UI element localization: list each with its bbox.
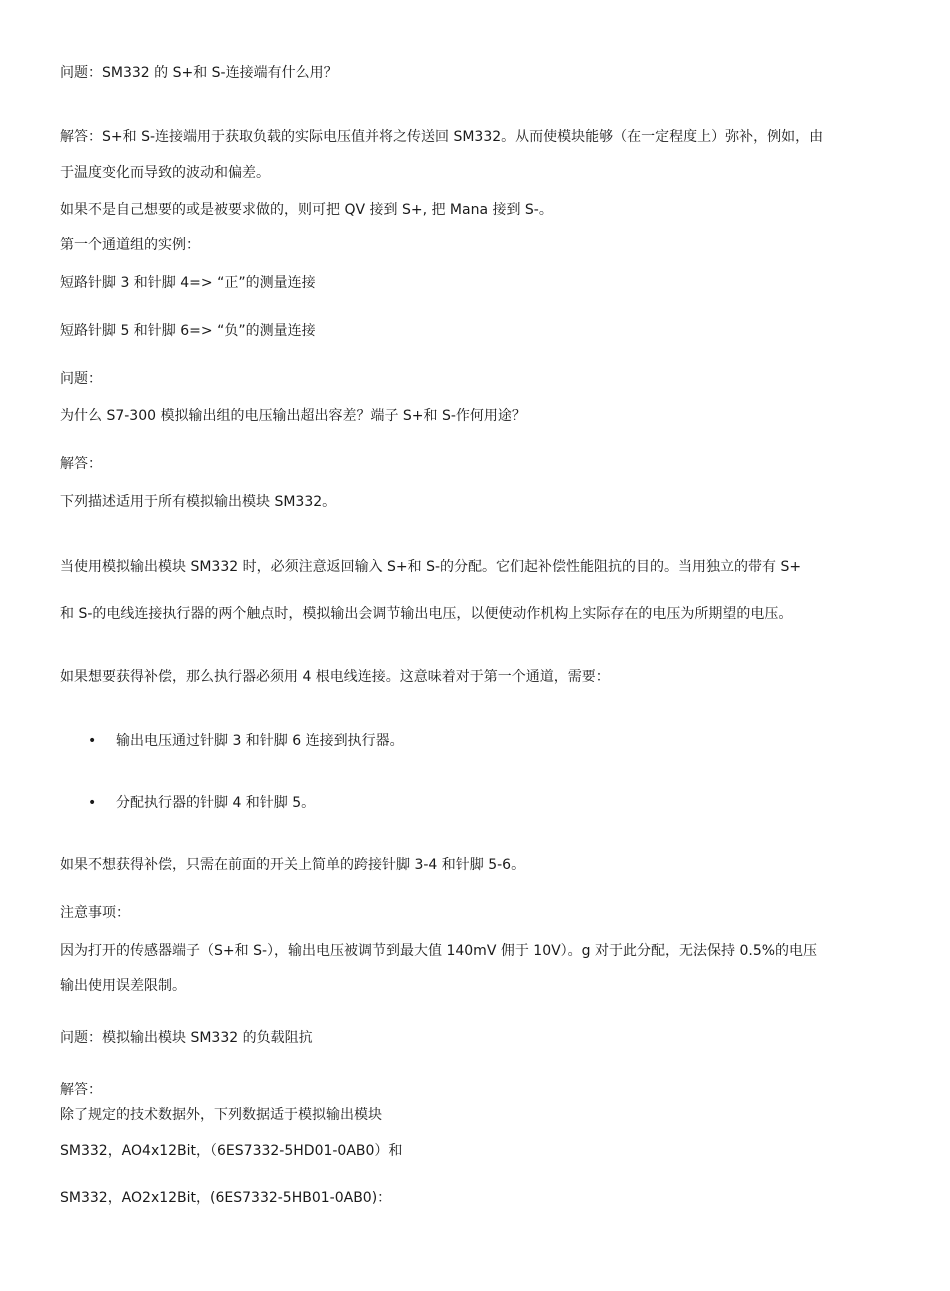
module-spec-2: SM332，AO2x12Bit，(6ES7332-5HB01-0AB0)： xyxy=(60,1190,392,1206)
answer-2-intro: 下列描述适用于所有模拟输出模块 SM332。 xyxy=(60,494,337,510)
notes-line-1: 因为打开的传感器端子（S+和 S-），输出电压被调节到最大值 140mV 佣于 10V）。g 对于此分配，无法保持 0.5%的电压 xyxy=(60,943,818,959)
question-3: 问题：模拟输出模块 SM332 的负载阻抗 xyxy=(60,1030,313,1046)
bullet-item: 分配执行器的针脚 4 和针脚 5。 xyxy=(116,795,316,811)
answer-3-label: 解答： xyxy=(60,1082,102,1098)
notes-heading: 注意事项： xyxy=(60,905,130,921)
example-negative: 短路针脚 5 和针脚 6=> “负”的测量连接 xyxy=(60,323,316,339)
question-2-label: 问题： xyxy=(60,371,102,387)
bullet-marker: • xyxy=(88,795,97,811)
answer-1-line-1: 解答：S+和 S-连接端用于获取负载的实际电压值并将之传送回 SM332。从而使模块能够（在一定程度上）弥补，例如，由 xyxy=(60,129,824,145)
bullet-item: 输出电压通过针脚 3 和针脚 6 连接到执行器。 xyxy=(116,733,404,749)
question-1: 问题：SM332 的 S+和 S-连接端有什么用？ xyxy=(60,65,338,81)
no-compensation: 如果不想获得补偿，只需在前面的开关上简单的跨接针脚 3-4 和针脚 5-6。 xyxy=(60,857,526,873)
question-2-text: 为什么 S7-300 模拟输出组的电压输出超出容差？端子 S+和 S-作何用途？ xyxy=(60,408,526,424)
answer-2-para-line-2: 和 S-的电线连接执行器的两个触点时，模拟输出会调节输出电压，以便使动作机构上实际存在的电压为所期望的电压。 xyxy=(60,606,793,622)
notes-line-2: 输出使用误差限制。 xyxy=(60,978,186,994)
answer-1-line-2: 于温度变化而导致的波动和偏差。 xyxy=(60,165,270,181)
answer-3-text: 除了规定的技术数据外，下列数据适于模拟输出模块 xyxy=(60,1107,382,1123)
module-spec-1: SM332，AO4x12Bit，（6ES7332-5HD01-0AB0）和 xyxy=(60,1143,403,1159)
answer-1-line-3: 如果不是自己想要的或是被要求做的，则可把 QV 接到 S+, 把 Mana 接到 S-。 xyxy=(60,202,553,218)
answer-2-compensation: 如果想要获得补偿，那么执行器必须用 4 根电线连接。这意味着对于第一个通道，需要： xyxy=(60,669,610,685)
example-heading: 第一个通道组的实例： xyxy=(60,237,200,253)
bullet-marker: • xyxy=(88,733,97,749)
answer-2-para-line-1: 当使用模拟输出模块 SM332 时，必须注意返回输入 S+和 S-的分配。它们起补偿性能阻抗的目的。当用独立的带有 S+ xyxy=(60,559,802,575)
example-positive: 短路针脚 3 和针脚 4=> “正”的测量连接 xyxy=(60,275,316,291)
answer-2-label: 解答： xyxy=(60,456,102,472)
